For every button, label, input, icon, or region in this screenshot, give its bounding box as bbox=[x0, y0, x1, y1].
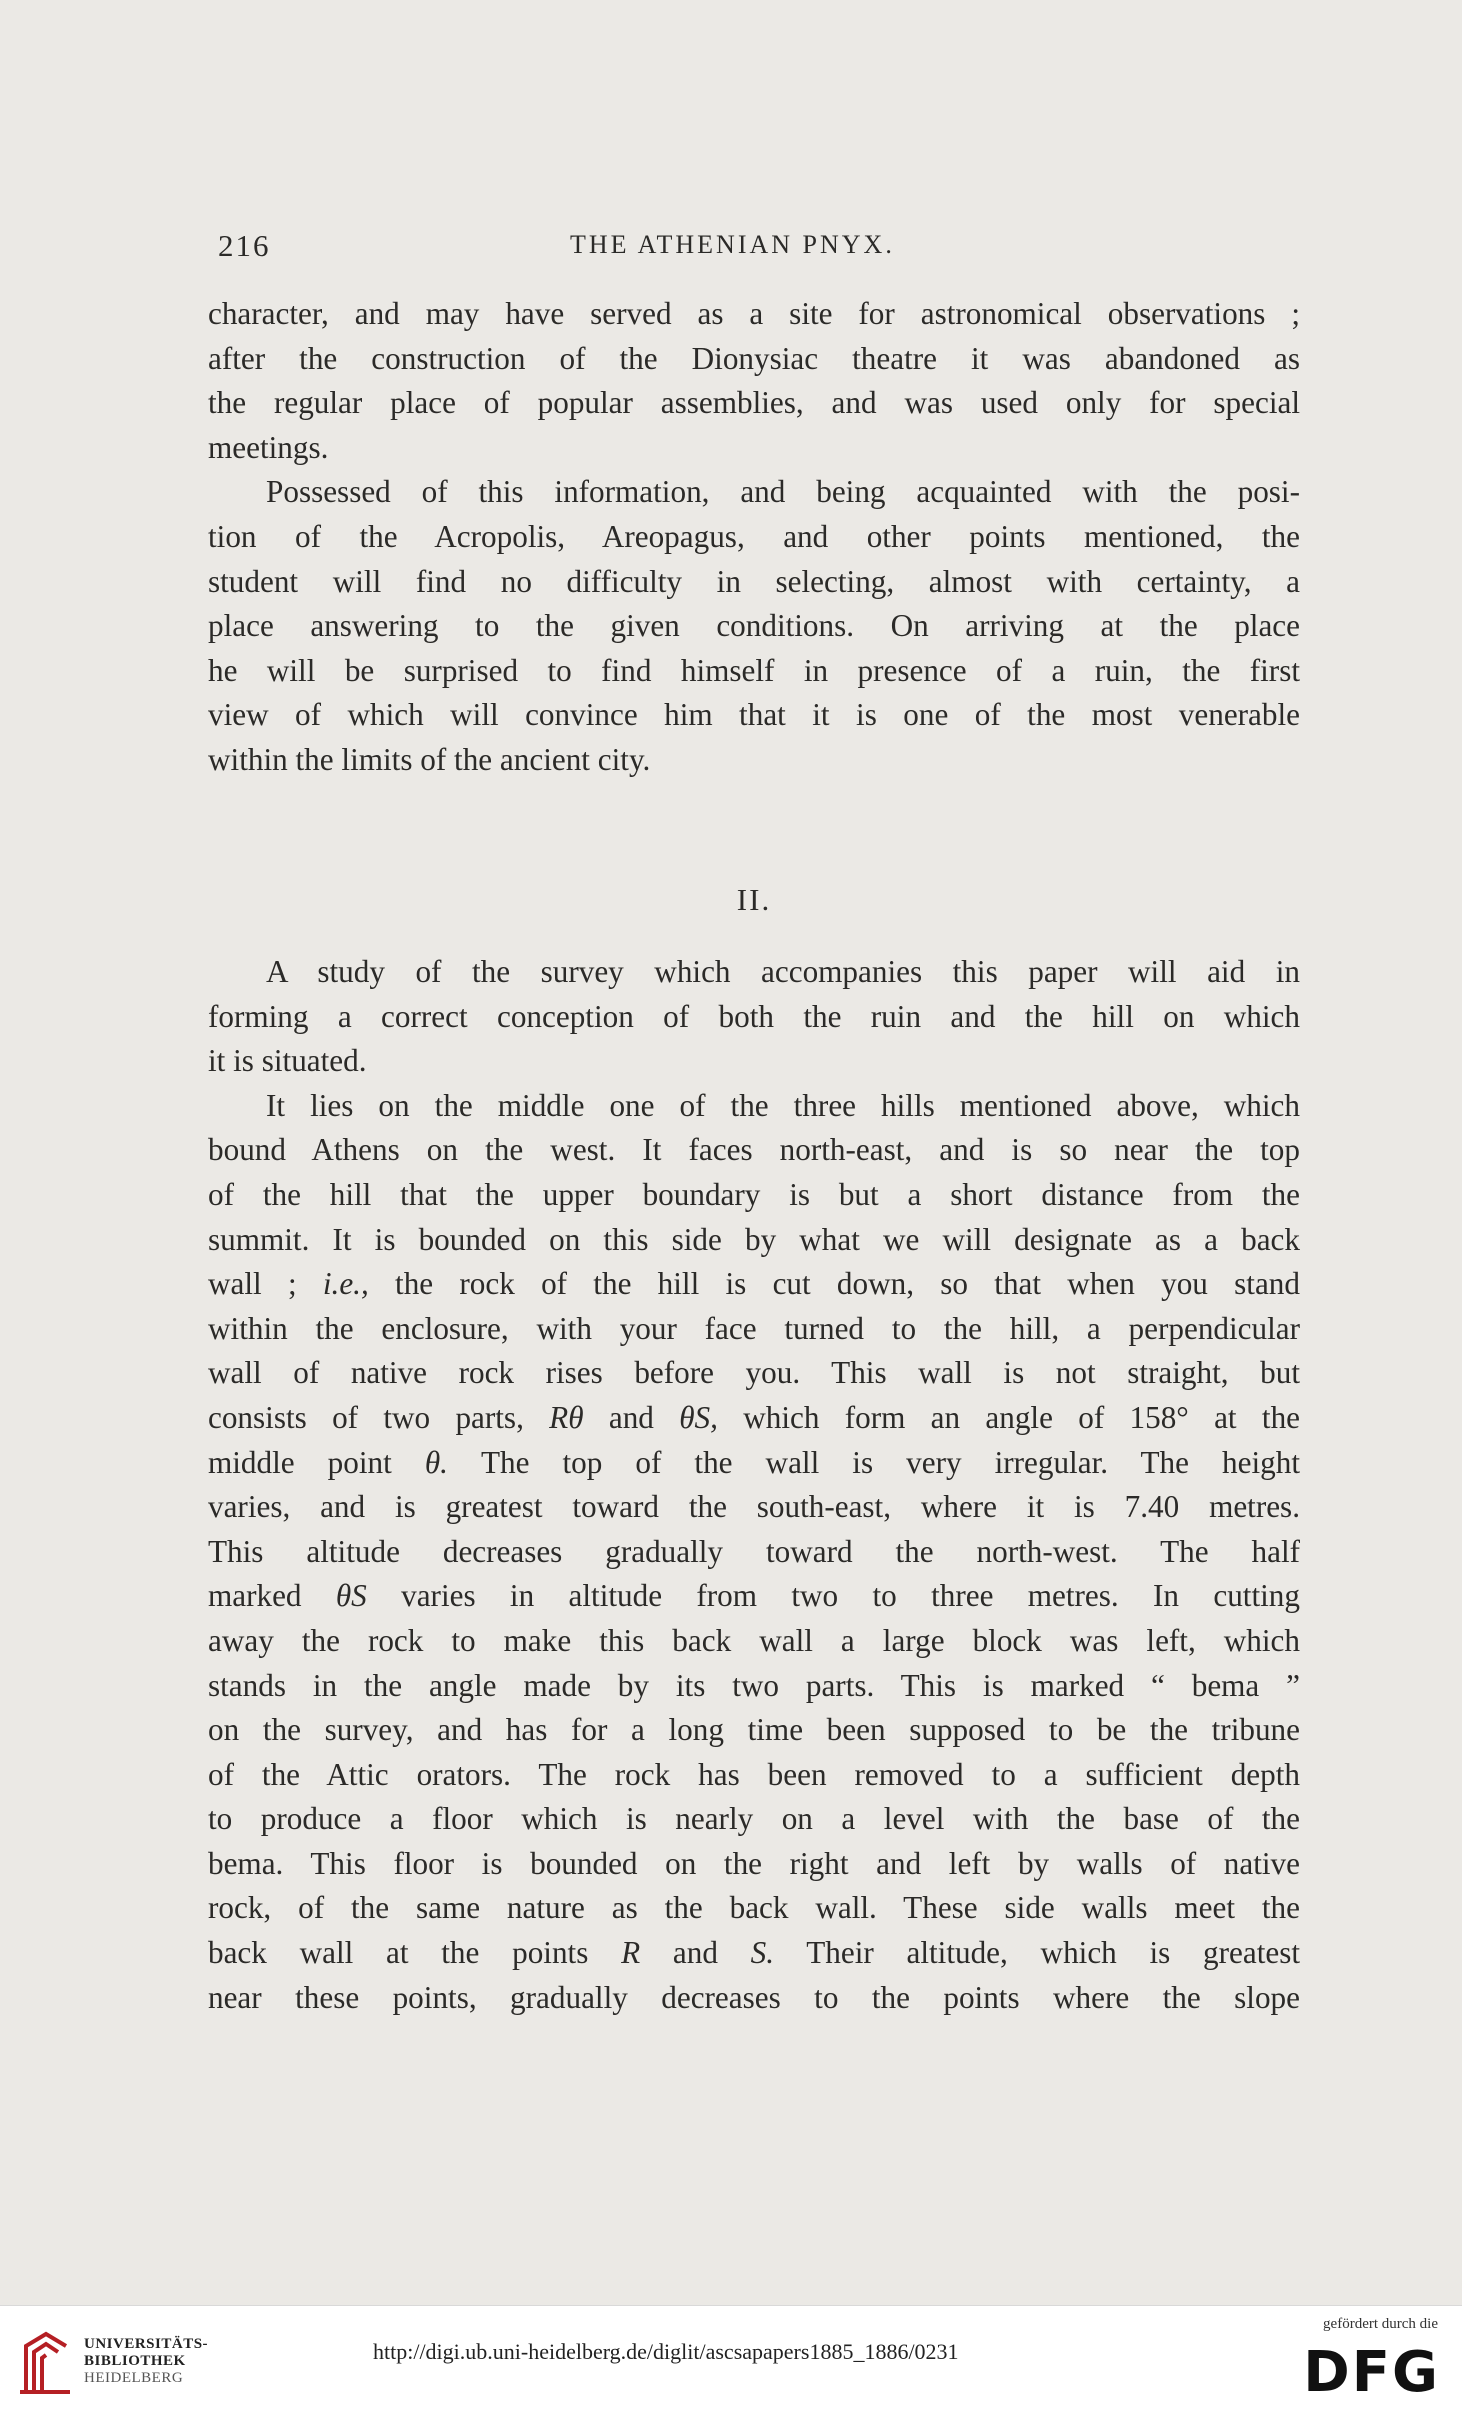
text-line: A study of the survey which accompanies this paper will aid in bbox=[266, 954, 1300, 989]
text-line: within the enclosure, with your face turned to the hill, a perpendicular bbox=[208, 1310, 1300, 1346]
text-run: back wall at the points bbox=[208, 1935, 622, 1971]
text-line: of the Attic orators. The rock has been removed to a sufficient depth bbox=[208, 1756, 1300, 1792]
text-line bbox=[208, 1441, 1300, 1486]
library-line: BIBLIOTHEK bbox=[84, 2353, 186, 2369]
text-run: consists of two parts, bbox=[208, 1399, 550, 1435]
text-line: character, and may have served as a site for astronomical observations ; bbox=[208, 296, 1300, 331]
section-heading: II. bbox=[736, 882, 772, 917]
text-run: and bbox=[583, 1399, 680, 1435]
text-line bbox=[208, 1574, 1300, 1619]
text-line: near these points, gradually decreases to the points where the slope bbox=[208, 1979, 1300, 2015]
text-run: varies in altitude from two to three metres. In cutting bbox=[366, 1578, 1300, 1614]
text-line bbox=[208, 1262, 1300, 1307]
text-line: to produce a floor which is nearly on a level with the base of the bbox=[208, 1801, 1300, 1837]
running-head bbox=[208, 228, 1300, 268]
text-line: student will find no difficulty in selecting, almost with certainty, a bbox=[208, 563, 1300, 599]
italic-run: θS, bbox=[679, 1399, 718, 1435]
library-logo-icon bbox=[16, 2328, 76, 2398]
text-line: view of which will convince him that it is one of the most venerable bbox=[208, 697, 1300, 733]
text-line: wall of native rock rises before you. This wall is not straight, but bbox=[208, 1355, 1300, 1391]
text-block-2 bbox=[208, 950, 1300, 2020]
text-line: varies, and is greatest toward the south-east, where it is 7.40 metres. bbox=[208, 1489, 1300, 1525]
library-line: UNIVERSITÄTS- bbox=[84, 2336, 209, 2352]
library-line: HEIDELBERG bbox=[84, 2370, 184, 2386]
text-line: the regular place of popular assemblies, and was used only for special bbox=[208, 385, 1300, 421]
text-line: place answering to the given conditions. On arriving at the place bbox=[208, 608, 1300, 644]
text-run: and bbox=[640, 1935, 751, 1971]
text-run: The top of the wall is very irregular. The height bbox=[447, 1444, 1300, 1480]
source-url-link[interactable]: http://digi.ub.uni-heidelberg.de/diglit/ascsapapers1885_1886/0231 bbox=[373, 2339, 959, 2364]
text-run: which form an angle of 158° at the bbox=[717, 1399, 1300, 1435]
page-number: 216 bbox=[218, 228, 271, 263]
text-line: after the construction of the Dionysiac theatre it was abandoned as bbox=[208, 340, 1300, 376]
text-line: forming a correct conception of both the ruin and the hill on which bbox=[208, 998, 1300, 1034]
text-run: middle point bbox=[208, 1444, 425, 1480]
library-name bbox=[84, 2336, 208, 2387]
italic-run: i.e., bbox=[322, 1266, 369, 1302]
italic-run: S. bbox=[750, 1935, 775, 1971]
text-run: wall ; bbox=[208, 1266, 323, 1302]
funding-note: gefördert durch die bbox=[1323, 2316, 1438, 2332]
text-line: within the limits of the ancient city. bbox=[208, 741, 651, 777]
italic-run: θ. bbox=[424, 1444, 448, 1480]
dfg-logo: DFG bbox=[1303, 2340, 1440, 2405]
text-line: bema. This floor is bounded on the right and left by walls of native bbox=[208, 1845, 1300, 1881]
text-line: Possessed of this information, and being acquainted with the posi- bbox=[266, 474, 1300, 510]
text-line bbox=[208, 1396, 1300, 1441]
text-block-1 bbox=[208, 292, 1300, 783]
italic-run: θS bbox=[335, 1578, 367, 1614]
running-title: THE ATHENIAN PNYX. bbox=[570, 230, 895, 259]
text-line: he will be surprised to find himself in presence of a ruin, the first bbox=[208, 652, 1300, 688]
text-line: it is situated. bbox=[208, 1043, 367, 1079]
text-line: of the hill that the upper boundary is but a short distance from the bbox=[208, 1176, 1300, 1212]
text-line: It lies on the middle one of the three hills mentioned above, which bbox=[266, 1087, 1300, 1123]
text-run: the rock of the hill is cut down, so that when you stand bbox=[368, 1266, 1300, 1302]
text-line: stands in the angle made by its two parts. This is marked “ bema ” bbox=[208, 1667, 1300, 1703]
text-line: bound Athens on the west. It faces north-east, and is so near the top bbox=[208, 1132, 1300, 1168]
text-run: marked bbox=[208, 1578, 336, 1614]
text-run: Their altitude, which is greatest bbox=[774, 1935, 1300, 1971]
italic-run: Rθ bbox=[549, 1399, 584, 1435]
text-line: summit. It is bounded on this side by what we will designate as a back bbox=[208, 1221, 1300, 1257]
text-line: rock, of the same nature as the back wall. These side walls meet the bbox=[208, 1890, 1300, 1926]
text-line: tion of the Acropolis, Areopagus, and other points mentioned, the bbox=[208, 518, 1300, 554]
text-line bbox=[208, 1931, 1300, 1976]
text-line: meetings. bbox=[208, 429, 329, 465]
text-line: away the rock to make this back wall a large block was left, which bbox=[208, 1622, 1300, 1658]
text-line: This altitude decreases gradually toward the north-west. The half bbox=[208, 1533, 1300, 1569]
text-line: on the survey, and has for a long time been supposed to be the tribune bbox=[208, 1712, 1300, 1748]
italic-run: R bbox=[621, 1935, 641, 1971]
